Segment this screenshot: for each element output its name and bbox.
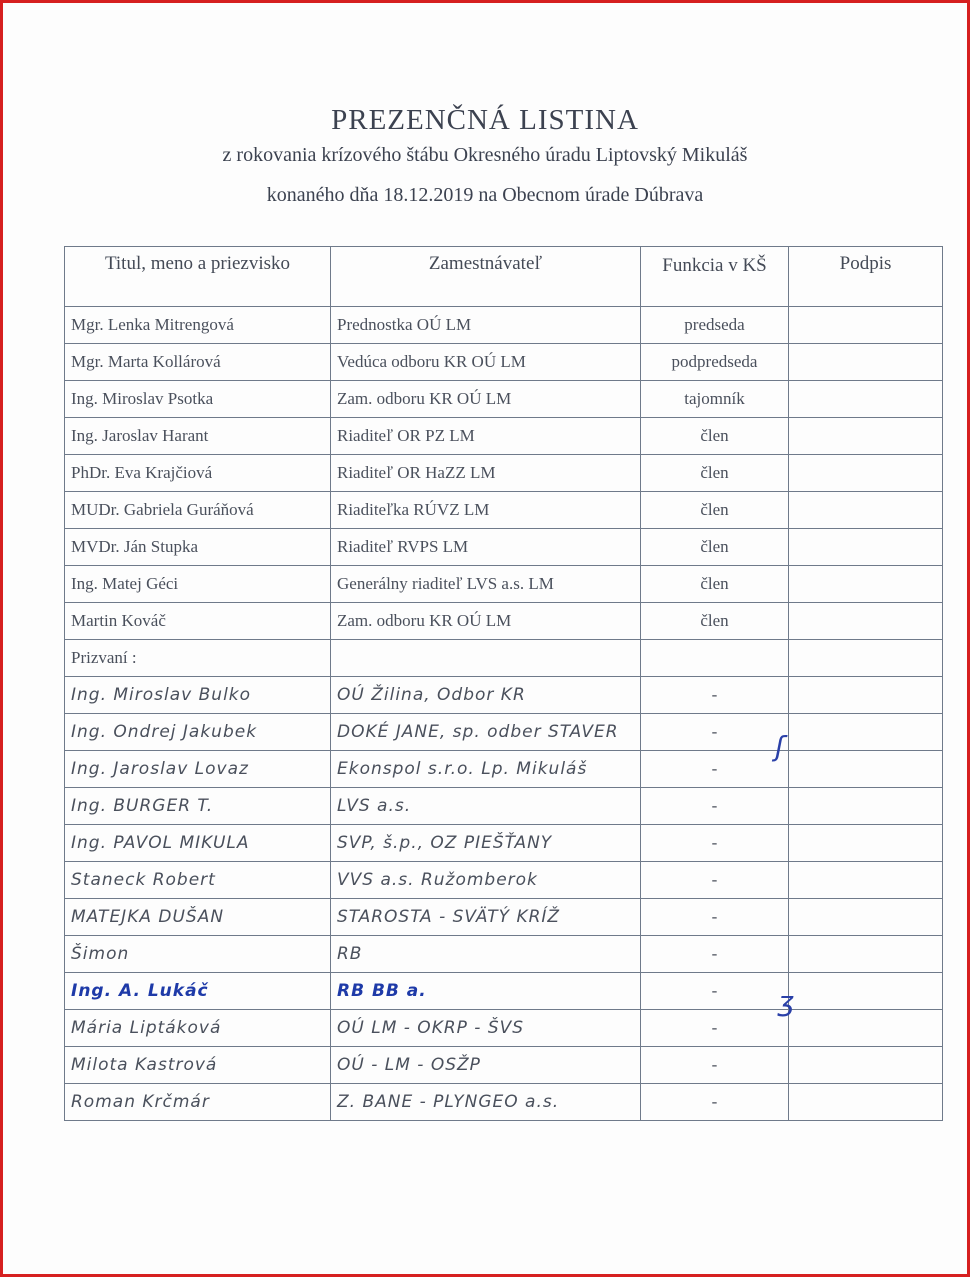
table-row bbox=[65, 788, 943, 825]
invited-name: Ing. PAVOL MIKULA bbox=[65, 825, 331, 862]
table-row bbox=[65, 344, 943, 381]
signature-cell bbox=[789, 455, 943, 492]
signature-cell bbox=[789, 566, 943, 603]
table-row bbox=[65, 1047, 943, 1084]
member-employer: Zam. odboru KR OÚ LM bbox=[331, 381, 641, 418]
signature-cell bbox=[789, 862, 943, 899]
signature-cell bbox=[789, 751, 943, 788]
invited-name: Mária Liptáková bbox=[65, 1010, 331, 1047]
invited-function: - bbox=[641, 899, 789, 936]
invited-employer: STAROSTA - SVÄTÝ KRÍŽ bbox=[331, 899, 641, 936]
invited-employer: VVS a.s. Ružomberok bbox=[331, 862, 641, 899]
signature-mark: ʒ bbox=[778, 985, 795, 1018]
invited-label: Prizvaní : bbox=[65, 640, 331, 677]
invited-function: - bbox=[641, 862, 789, 899]
document-subtitle: z rokovania krízového štábu Okresného úradu Liptovský Mikuláš bbox=[222, 144, 748, 166]
member-function: predseda bbox=[641, 307, 789, 344]
signature-cell bbox=[789, 825, 943, 862]
invited-name: Ing. Jaroslav Lovaz bbox=[65, 751, 331, 788]
table-row bbox=[65, 677, 943, 714]
member-function: člen bbox=[641, 566, 789, 603]
invited-employer: SVP, š.p., OZ PIEŠŤANY bbox=[331, 825, 641, 862]
empty-cell bbox=[641, 640, 789, 677]
invited-function: - bbox=[641, 1010, 789, 1047]
member-function: člen bbox=[641, 603, 789, 640]
signature-cell bbox=[789, 492, 943, 529]
invited-employer: DOKÉ JANE, sp. odber STAVER bbox=[331, 714, 641, 751]
member-name: PhDr. Eva Krajčiová bbox=[65, 455, 331, 492]
table-row bbox=[65, 714, 943, 751]
invited-function: - bbox=[641, 1047, 789, 1084]
column-header-name: Titul, meno a priezvisko bbox=[65, 247, 331, 307]
table-row bbox=[65, 973, 943, 1010]
member-name: MUDr. Gabriela Guráňová bbox=[65, 492, 331, 529]
invited-name: Ing. BURGER T. bbox=[65, 788, 331, 825]
table-row bbox=[65, 862, 943, 899]
invited-employer: LVS a.s. bbox=[331, 788, 641, 825]
invited-function: - bbox=[641, 751, 789, 788]
member-name: Ing. Matej Géci bbox=[65, 566, 331, 603]
signature-cell bbox=[789, 344, 943, 381]
member-employer: Vedúca odboru KR OÚ LM bbox=[331, 344, 641, 381]
table-row bbox=[65, 492, 943, 529]
table-row bbox=[65, 566, 943, 603]
document-title: PREZENČNÁ LISTINA bbox=[331, 104, 639, 136]
invited-name: MATEJKA DUŠAN bbox=[65, 899, 331, 936]
signature-cell bbox=[789, 899, 943, 936]
member-name: Martin Kováč bbox=[65, 603, 331, 640]
invited-employer: OÚ Žilina, Odbor KR bbox=[331, 677, 641, 714]
invited-name: Šimon bbox=[65, 936, 331, 973]
column-header-function: Funkcia v KŠ bbox=[641, 247, 789, 307]
member-name: Ing. Jaroslav Harant bbox=[65, 418, 331, 455]
table-row bbox=[65, 418, 943, 455]
invited-name: Ing. Ondrej Jakubek bbox=[65, 714, 331, 751]
table-row bbox=[65, 529, 943, 566]
column-header-employer: Zamestnávateľ bbox=[331, 247, 641, 307]
member-function: člen bbox=[641, 529, 789, 566]
member-employer: Prednostka OÚ LM bbox=[331, 307, 641, 344]
invited-section-row bbox=[65, 640, 943, 677]
table-header-row bbox=[65, 247, 943, 307]
table-row bbox=[65, 1010, 943, 1047]
member-function: člen bbox=[641, 455, 789, 492]
attendance-table bbox=[64, 246, 943, 1121]
invited-employer: Z. BANE - PLYNGEO a.s. bbox=[331, 1084, 641, 1121]
member-employer: Riaditeľka RÚVZ LM bbox=[331, 492, 641, 529]
signature-cell bbox=[789, 936, 943, 973]
member-function: člen bbox=[641, 492, 789, 529]
invited-employer: RB bbox=[331, 936, 641, 973]
table-row bbox=[65, 381, 943, 418]
member-function: tajomník bbox=[641, 381, 789, 418]
signature-cell bbox=[789, 973, 943, 1010]
invited-function: - bbox=[641, 714, 789, 751]
table-row bbox=[65, 825, 943, 862]
table-row bbox=[65, 899, 943, 936]
invited-employer: OÚ LM - OKRP - ŠVS bbox=[331, 1010, 641, 1047]
column-header-signature: Podpis bbox=[789, 247, 943, 307]
meeting-date-place: konaného dňa 18.12.2019 na Obecnom úrade Dúbrava bbox=[266, 184, 704, 206]
signature-cell bbox=[789, 307, 943, 344]
signature-cell bbox=[789, 788, 943, 825]
table-row bbox=[65, 936, 943, 973]
table-row bbox=[65, 603, 943, 640]
signature-cell bbox=[789, 529, 943, 566]
invited-employer: Ekonspol s.r.o. Lp. Mikuláš bbox=[331, 751, 641, 788]
invited-name: Ing. Miroslav Bulko bbox=[65, 677, 331, 714]
member-name: Mgr. Marta Kollárová bbox=[65, 344, 331, 381]
member-name: Mgr. Lenka Mitrengová bbox=[65, 307, 331, 344]
member-employer: Riaditeľ RVPS LM bbox=[331, 529, 641, 566]
member-function: podpredseda bbox=[641, 344, 789, 381]
invited-function: - bbox=[641, 973, 789, 1010]
signature-cell bbox=[789, 1047, 943, 1084]
signature-cell bbox=[789, 640, 943, 677]
signature-cell bbox=[789, 1010, 943, 1047]
invited-function: - bbox=[641, 677, 789, 714]
member-name: Ing. Miroslav Psotka bbox=[65, 381, 331, 418]
signature-cell bbox=[789, 381, 943, 418]
member-function: člen bbox=[641, 418, 789, 455]
signature-cell bbox=[789, 1084, 943, 1121]
invited-function: - bbox=[641, 788, 789, 825]
member-employer: Zam. odboru KR OÚ LM bbox=[331, 603, 641, 640]
invited-name: Staneck Robert bbox=[65, 862, 331, 899]
empty-cell bbox=[331, 640, 641, 677]
signature-cell bbox=[789, 418, 943, 455]
table-row bbox=[65, 307, 943, 344]
signature-cell bbox=[789, 603, 943, 640]
member-employer: Riaditeľ OR HaZZ LM bbox=[331, 455, 641, 492]
invited-name: Milota Kastrová bbox=[65, 1047, 331, 1084]
table-row bbox=[65, 1084, 943, 1121]
invited-name: Roman Krčmár bbox=[65, 1084, 331, 1121]
invited-function: - bbox=[641, 1084, 789, 1121]
member-employer: Riaditeľ OR PZ LM bbox=[331, 418, 641, 455]
invited-employer: OÚ - LM - OSŽP bbox=[331, 1047, 641, 1084]
invited-function: - bbox=[641, 825, 789, 862]
signature-mark: ʃ bbox=[775, 730, 785, 763]
signature-cell bbox=[789, 677, 943, 714]
signature-cell bbox=[789, 714, 943, 751]
member-name: MVDr. Ján Stupka bbox=[65, 529, 331, 566]
invited-name: Ing. A. Lukáč bbox=[65, 973, 331, 1010]
table-row bbox=[65, 751, 943, 788]
invited-employer: RB BB a. bbox=[331, 973, 641, 1010]
table-row bbox=[65, 455, 943, 492]
invited-function: - bbox=[641, 936, 789, 973]
member-employer: Generálny riaditeľ LVS a.s. LM bbox=[331, 566, 641, 603]
